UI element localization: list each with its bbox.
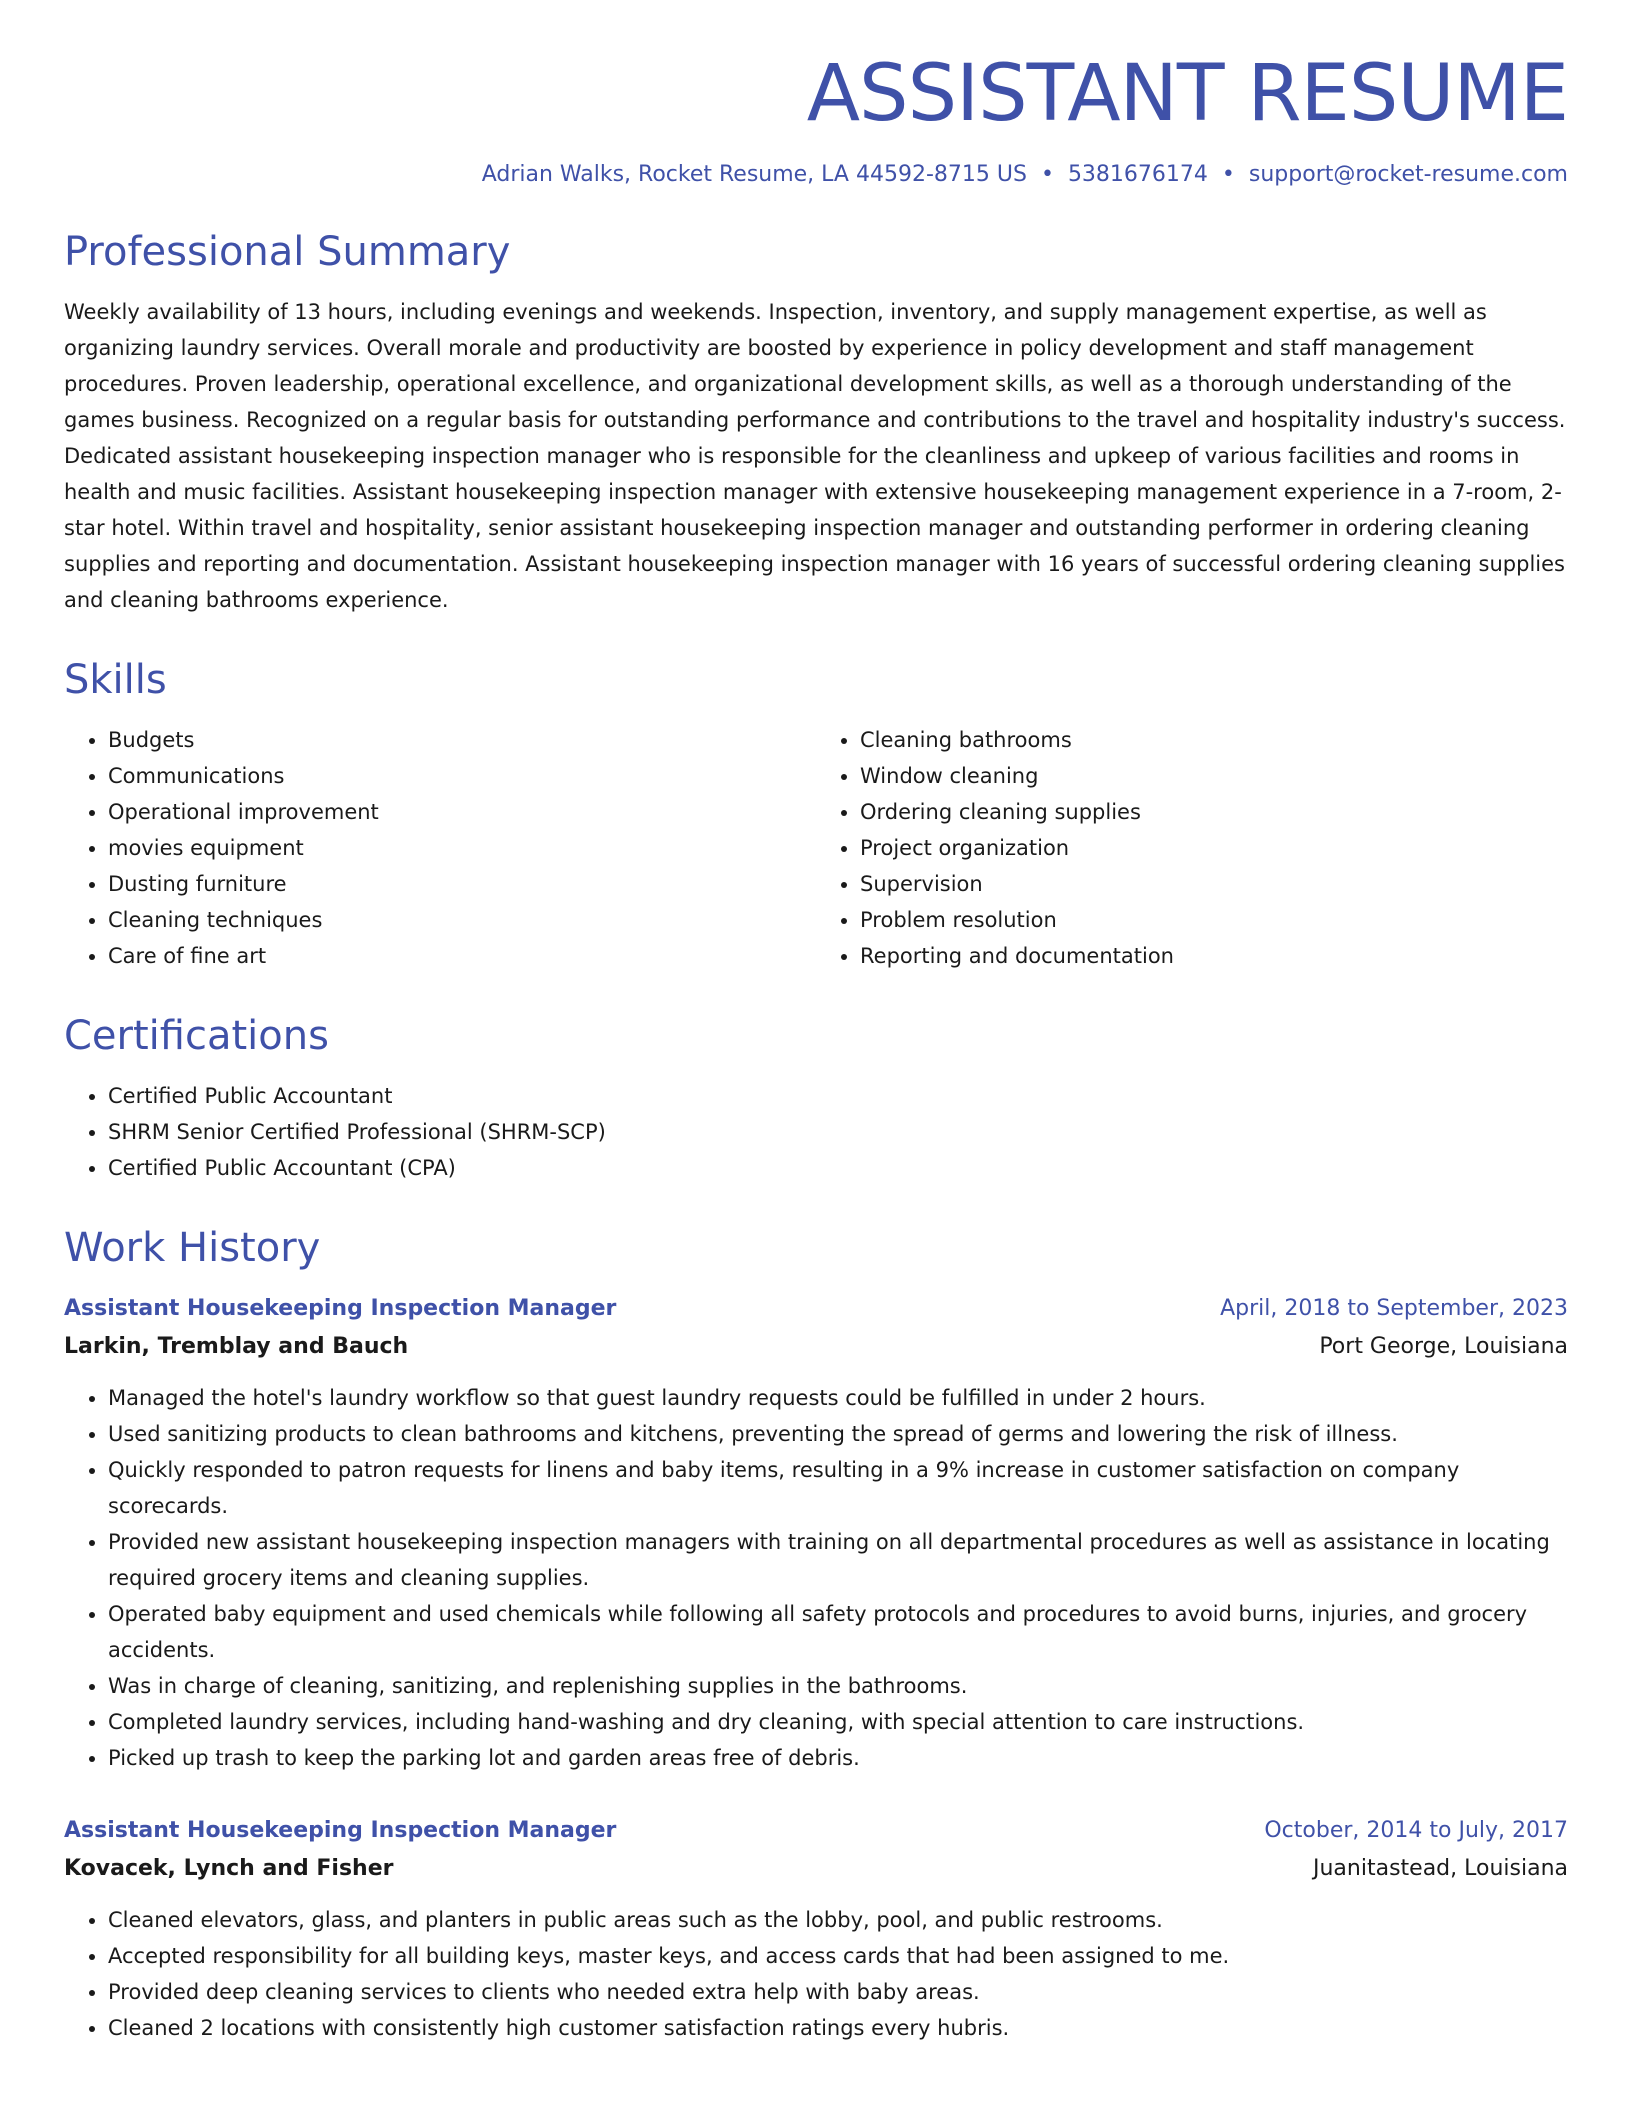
skills-column-left <box>64 722 816 974</box>
summary-text: Weekly availability of 13 hours, including evenings and weekends. Inspection, inventory, and supply management expertise, as well as organizing laundry services. Overall morale and productivity are boosted by experience in policy development and staff management procedures. Proven leadership, operational excellence, and organizational development skills, as well as a thorough understanding of the games business. Recognized on a regular basis for outstanding performance and contributions to the travel and hospitality industry's success. Dedicated assistant housekeeping inspection manager who is responsible for the cleanliness and upkeep of various facilities and rooms in health and music facilities. Assistant housekeeping inspection manager with extensive housekeeping management experience in a 7-room, 2-star hotel. Within travel and hospitality, senior assistant housekeeping inspection manager and outstanding performer in ordering cleaning supplies and reporting and documentation. Assistant housekeeping inspection manager with 16 years of successful ordering cleaning supplies and cleaning bathrooms experience. <box>64 300 1566 613</box>
certifications-section <box>64 1012 1568 1186</box>
skill-item: • movies equipment <box>108 830 816 866</box>
skill-item: • Cleaning techniques <box>108 902 816 938</box>
skill-item: • Window cleaning <box>860 758 1568 794</box>
resume-title: ASSISTANT RESUME <box>806 49 1568 139</box>
job-bullet: • Provided new assistant housekeeping inspection managers with training on all departmental procedures as well as assistance in locating required grocery items and cleaning supplies. <box>108 1524 1568 1596</box>
resume-header <box>64 50 1568 190</box>
skills-heading: Skills <box>64 657 167 704</box>
summary-heading: Professional Summary <box>64 229 511 276</box>
job-company: Larkin, Tremblay and Bauch <box>64 1334 409 1360</box>
job-bullet: • Cleaned elevators, glass, and planters in public areas such as the lobby, pool, and public restrooms. <box>108 1902 1568 1938</box>
job-title: Assistant Housekeeping Inspection Manager <box>64 1818 617 1844</box>
job-bullet: • Operated baby equipment and used chemicals while following all safety protocols and procedures to avoid burns, injuries, and grocery accidents. <box>108 1596 1568 1668</box>
contact-line <box>64 160 1568 191</box>
contact-email: support@rocket-resume.com <box>1248 161 1568 187</box>
certifications-heading: Certifications <box>64 1013 329 1060</box>
certifications-list <box>64 1078 1568 1186</box>
skill-item: • Budgets <box>108 722 816 758</box>
skills-list-right <box>816 722 1568 974</box>
job-bullet: • Accepted responsibility for all building keys, master keys, and access cards that had been assigned to me. <box>108 1938 1568 1974</box>
skill-item: • Supervision <box>860 866 1568 902</box>
job-title: Assistant Housekeeping Inspection Manager <box>64 1296 617 1322</box>
job-bullet: • Quickly responded to patron requests for linens and baby items, resulting in a 9% increase in customer satisfaction on company scorecards. <box>108 1452 1568 1524</box>
job-location: Juanitastead, Louisiana <box>1313 1856 1568 1882</box>
skill-item: • Problem resolution <box>860 902 1568 938</box>
skills-grid <box>64 722 1568 974</box>
contact-separator: • <box>1040 161 1054 187</box>
skill-item: • Ordering cleaning supplies <box>860 794 1568 830</box>
job-bullet: • Completed laundry services, including hand-washing and dry cleaning, with special attention to care instructions. <box>108 1704 1568 1740</box>
job-entry <box>64 1290 1568 1776</box>
skill-item: • Care of fine art <box>108 938 816 974</box>
job-bullet: • Picked up trash to keep the parking lot and garden areas free of debris. <box>108 1740 1568 1776</box>
skill-item: • Project organization <box>860 830 1568 866</box>
certification-item: • SHRM Senior Certified Professional (SHRM-SCP) <box>108 1114 1568 1150</box>
job-title-row <box>64 1812 1568 1850</box>
skills-section <box>64 656 1568 974</box>
job-bullet: • Provided deep cleaning services to clients who needed extra help with baby areas. <box>108 1974 1568 2010</box>
job-company-row <box>64 1328 1568 1366</box>
job-bullet: • Used sanitizing products to clean bathrooms and kitchens, preventing the spread of germs and lowering the risk of illness. <box>108 1416 1568 1452</box>
certification-item: • Certified Public Accountant (CPA) <box>108 1150 1568 1186</box>
contact-phone: 5381676174 <box>1067 161 1208 187</box>
contact-address: Adrian Walks, Rocket Resume, LA 44592-8715 US <box>481 161 1027 187</box>
job-entry <box>64 1812 1568 2046</box>
work-history-section <box>64 1224 1568 2046</box>
contact-separator: • <box>1221 161 1235 187</box>
skills-list-left <box>64 722 816 974</box>
job-company-row <box>64 1850 1568 1888</box>
job-bullet: • Cleaned 2 locations with consistently high customer satisfaction ratings every hubris. <box>108 2010 1568 2046</box>
job-title-row <box>64 1290 1568 1328</box>
job-dates: April, 2018 to September, 2023 <box>1220 1296 1568 1322</box>
job-bullet: • Managed the hotel's laundry workflow so that guest laundry requests could be fulfilled in under 2 hours. <box>108 1380 1568 1416</box>
job-bullet: • Was in charge of cleaning, sanitizing, and replenishing supplies in the bathrooms. <box>108 1668 1568 1704</box>
job-dates: October, 2014 to July, 2017 <box>1264 1818 1568 1844</box>
skill-item: • Cleaning bathrooms <box>860 722 1568 758</box>
job-bullets <box>64 1380 1568 1776</box>
job-location: Port George, Louisiana <box>1319 1334 1568 1360</box>
job-company: Kovacek, Lynch and Fisher <box>64 1856 394 1882</box>
skill-item: • Communications <box>108 758 816 794</box>
certification-item: • Certified Public Accountant <box>108 1078 1568 1114</box>
skill-item: • Operational improvement <box>108 794 816 830</box>
skill-item: • Dusting furniture <box>108 866 816 902</box>
work-history-heading: Work History <box>64 1225 321 1272</box>
summary-section <box>64 228 1568 618</box>
job-bullets <box>64 1902 1568 2046</box>
skill-item: • Reporting and documentation <box>860 938 1568 974</box>
skills-column-right <box>816 722 1568 974</box>
